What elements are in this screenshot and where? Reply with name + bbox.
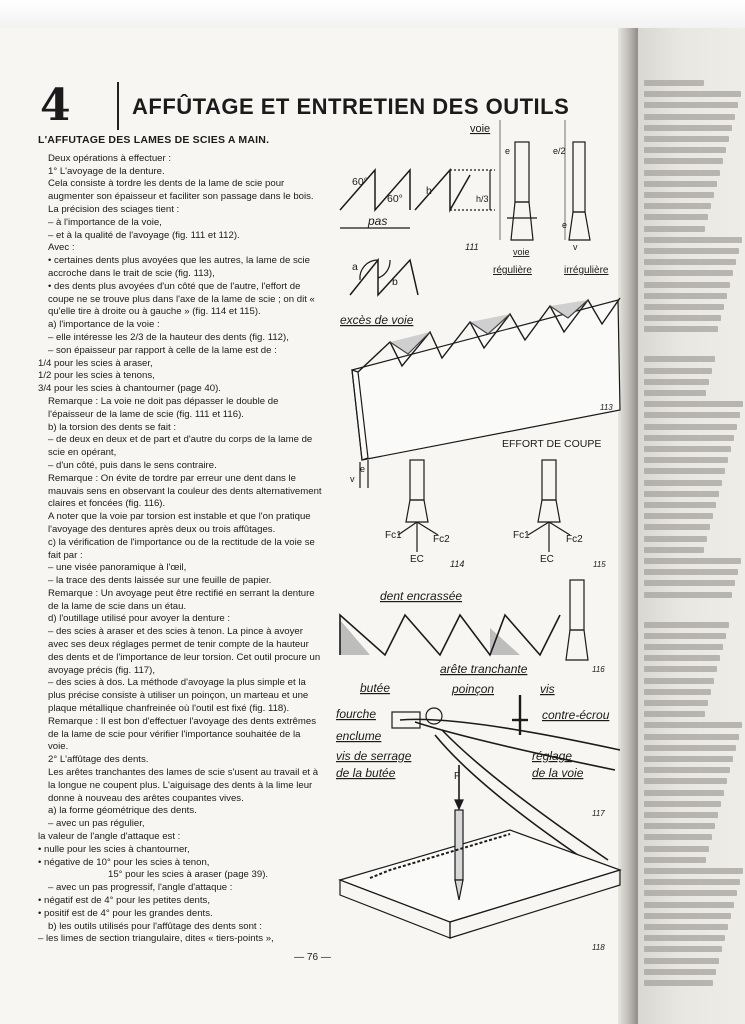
facing-page-text-line xyxy=(644,778,727,784)
facing-page-text-line xyxy=(644,368,712,374)
body-paragraph: – avec un pas progressif, l'angle d'attaque : xyxy=(48,882,233,894)
facing-page-text-line xyxy=(644,424,737,430)
body-paragraph: 1° L'avoyage de la denture. xyxy=(48,165,165,177)
facing-page-text-line xyxy=(644,846,709,852)
fig113-label: excès de voie xyxy=(340,313,414,327)
facing-page-text-line xyxy=(644,114,735,120)
fig111-alpha-beta-teeth xyxy=(350,260,418,295)
body-paragraph: – d'un côté, puis dans le sens contraire. xyxy=(48,459,217,471)
body-paragraph: Remarque : Il est bon d'effectuer l'avoyage des dents extrêmes de la lame de scie pour vérifier l'importance souhaitée de la voie. xyxy=(48,715,316,753)
facing-page-text-line xyxy=(644,293,727,299)
body-paragraph: 1/2 pour les scies à tenons, xyxy=(38,370,155,382)
fig111-e-half: e/2 xyxy=(553,146,566,156)
fig115-effort-diagram xyxy=(528,460,570,552)
fig118-f: F xyxy=(454,771,461,782)
fig111-number: 111 xyxy=(465,242,479,252)
facing-page-text-line xyxy=(644,958,719,964)
fig117-vis-serrage-1: vis de serrage xyxy=(336,749,412,763)
body-paragraph: – elle intéresse les 2/3 de la hauteur des dents (fig. 112), xyxy=(48,331,289,343)
body-paragraph: 3/4 pour les scies à chantourner (page 40). xyxy=(38,383,221,395)
fig114-fc1: Fc1 xyxy=(385,530,402,541)
fig115-fc2: Fc2 xyxy=(566,534,583,545)
fig111-e-2: e xyxy=(562,220,568,230)
facing-page-text-line xyxy=(644,644,723,650)
facing-page-text-line xyxy=(644,558,741,564)
body-paragraph: – à l'importance de la voie, xyxy=(48,216,162,228)
facing-page-text-line xyxy=(644,823,715,829)
fig111-angle-2: 60° xyxy=(387,193,403,205)
fig111-h-label: h xyxy=(426,185,432,197)
facing-page-text-line xyxy=(644,513,713,519)
facing-page-text-line xyxy=(644,700,708,706)
facing-page-text-line xyxy=(644,902,734,908)
facing-page-text-line xyxy=(644,401,743,407)
fig111-angle-1: 60° xyxy=(352,176,368,188)
body-paragraph: c) la vérification de l'importance ou de la rectitude de la voie se fait par : xyxy=(48,536,315,561)
body-paragraph: – avec un pas régulier, xyxy=(48,818,145,830)
fig117-fourche: fourche xyxy=(336,707,377,721)
facing-page-text-line xyxy=(644,678,714,684)
facing-page-text-line xyxy=(644,536,707,542)
fig111-irreguliere: irrégulière xyxy=(564,265,609,276)
body-paragraph: – la trace des dents laissée sur une feuille de papier. xyxy=(48,575,272,587)
body-paragraph: Les arêtes tranchantes des lames de scie s'usent au travail et à la longue ne coupent plus. L'aiguisage des dents à la lime leur donne à nouveau des arêtes coupantes vives. xyxy=(48,767,319,804)
body-paragraph: a) la forme géométrique des dents. xyxy=(48,805,197,817)
body-paragraph: 1/4 pour les scies à araser, xyxy=(38,357,153,369)
body-paragraph: • nulle pour les scies à chantourner, xyxy=(38,843,190,855)
facing-page-text-line xyxy=(644,170,720,176)
facing-page-text-line xyxy=(644,203,711,209)
fig111-tooth-cross-sections xyxy=(500,120,590,240)
fig117-poincon: poinçon xyxy=(452,682,495,696)
body-paragraph: Cela consiste à tordre les dents de la lame de scie pour augmenter son épaisseur et faciliter son passage dans le bois. xyxy=(48,178,314,203)
fig114-fc2: Fc2 xyxy=(433,534,450,545)
facing-page-text-line xyxy=(644,524,710,530)
fig118-punch-block xyxy=(340,765,620,938)
fig116-number: 116 xyxy=(592,665,605,674)
body-text xyxy=(38,134,323,946)
facing-page-text-line xyxy=(644,935,725,941)
fig117-vis: vis xyxy=(540,682,555,696)
body-paragraph: – de deux en deux et de part et d'autre du corps de la lame de scie en opérant, xyxy=(48,434,313,459)
facing-page-text-line xyxy=(644,491,719,497)
body-paragraph: Remarque : On évite de tordre par erreur une dent dans le mauvais sens en observant la couleur des dents alternativement claires et foncées (fig. 116). xyxy=(48,472,322,510)
facing-page-text-line xyxy=(644,457,728,463)
chapter-title: AFFÛTAGE ET ENTRETIEN DES OUTILS xyxy=(132,94,570,119)
body-paragraph: b) les outils utilisés pour l'affûtage des dents sont : xyxy=(48,920,262,932)
chapter-divider xyxy=(117,82,119,130)
facing-page-text-line xyxy=(644,315,721,321)
facing-page-text-line xyxy=(644,790,724,796)
fig114-title: EFFORT DE COUPE xyxy=(502,438,602,450)
facing-page-text-line xyxy=(644,214,708,220)
fig114-number: 114 xyxy=(450,559,465,569)
fig118-number: 118 xyxy=(592,943,605,952)
fig111-pas-label: pas xyxy=(368,214,388,228)
facing-page-text-line xyxy=(644,969,716,975)
fig114-effort-diagram xyxy=(398,460,438,552)
facing-page-text-line xyxy=(644,868,743,874)
body-paragraph: • des dents plus avoyées d'un côté que de l'autre, l'effort de coupe ne se trouve plus dans l'axe de la lame de scie ; on dit « qu'elle tire à droite ou à gauche » (fig. 114 et 115). xyxy=(48,280,315,318)
facing-page-text-line xyxy=(644,622,729,628)
facing-page xyxy=(638,28,745,1024)
facing-page-text-line xyxy=(644,435,734,441)
facing-page-text-line xyxy=(644,666,717,672)
fig117-reglage-2: de la voie xyxy=(532,766,584,780)
body-paragraph: la valeur de l'angle d'attaque est : xyxy=(38,831,181,843)
fig111-voie-label: voie xyxy=(470,123,491,135)
facing-page-text-line xyxy=(644,924,728,930)
facing-page-text-line xyxy=(644,259,736,265)
facing-page-text-line xyxy=(644,592,732,598)
fig114-ec: EC xyxy=(410,554,424,565)
paragraph-list xyxy=(38,153,323,946)
body-paragraph: • négatif est de 4° pour les petites dents, xyxy=(38,895,210,907)
facing-page-text-line xyxy=(644,270,733,276)
facing-page-text-line xyxy=(644,890,737,896)
facing-page-text-line xyxy=(644,304,724,310)
fig117-enclume: enclume xyxy=(336,729,382,743)
facing-page-text-line xyxy=(644,767,730,773)
body-paragraph: • certaines dents plus avoyées que les autres, la lame de scie accroche dans le trait de scie (fig. 113), xyxy=(48,255,311,279)
facing-page-text-line xyxy=(644,580,735,586)
page-top-shadow xyxy=(0,0,745,28)
facing-page-text-line xyxy=(644,711,705,717)
body-paragraph: – des scies à araser et des scies à tenon. La pince à avoyer avec ses deux réglages permet de tenir compte de la hauteur des dents et de l'importance de leur torsion. Cet outil procure un avoyage précis (fig. 117), xyxy=(48,626,321,676)
body-paragraph: • négative de 10° pour les scies à tenon, xyxy=(38,856,210,868)
fig115-number: 115 xyxy=(593,560,606,569)
facing-page-text-line xyxy=(644,655,720,661)
fig117-vis-serrage-2: de la butée xyxy=(336,766,396,780)
fig117-contre-ecrou: contre-écrou xyxy=(542,708,610,722)
body-paragraph: – une visée panoramique à l'œil, xyxy=(48,562,187,574)
fig111-alpha: a xyxy=(352,261,358,273)
facing-page-text-line xyxy=(644,181,717,187)
facing-page-text-line xyxy=(644,125,732,131)
facing-page-text-line xyxy=(644,237,742,243)
body-paragraph: 15° pour les scies à araser (page 39). xyxy=(108,869,269,881)
facing-page-text-line xyxy=(644,569,738,575)
body-paragraph: – son épaisseur par rapport à celle de la lame est de : xyxy=(48,344,277,356)
facing-page-text-line xyxy=(644,192,714,198)
facing-page-text-line xyxy=(644,689,711,695)
facing-page-text-line xyxy=(644,282,730,288)
fig116-dull-teeth xyxy=(340,580,588,660)
fig116-dent: dent encrassée xyxy=(380,589,463,603)
fig113-v: v xyxy=(350,474,355,484)
fig113-number: 113 xyxy=(600,403,613,412)
fig111-beta: b xyxy=(392,276,398,288)
fig117-butee: butée xyxy=(360,681,391,695)
facing-page-text-line xyxy=(644,857,706,863)
facing-page-text-line xyxy=(644,734,739,740)
facing-page-text-line xyxy=(644,834,712,840)
facing-page-text-line xyxy=(644,326,718,332)
facing-page-text-line xyxy=(644,745,736,751)
chapter-number: 4 xyxy=(40,80,70,131)
technical-figures xyxy=(330,110,625,955)
facing-page-text-line xyxy=(644,468,725,474)
body-paragraph: A noter que la voie par torsion est instable et que l'on pratique l'avoyage des dentures après deux ou trois affûtages. xyxy=(48,511,311,535)
fig111-e-1: e xyxy=(505,146,511,156)
body-paragraph: – et à la qualité de l'avoyage (fig. 111 et 112). xyxy=(48,229,240,241)
facing-page-text-line xyxy=(644,248,739,254)
facing-page-text-line xyxy=(644,136,729,142)
page-number: — 76 — xyxy=(294,952,331,963)
facing-page-text-line xyxy=(644,879,740,885)
facing-page-text-line xyxy=(644,91,741,97)
fig111-reguliere: régulière xyxy=(493,265,532,276)
body-paragraph: – les limes de section triangulaire, dites « tiers-points », xyxy=(38,933,274,945)
fig111-h-fraction: h/3 xyxy=(476,194,489,204)
facing-page-text-line xyxy=(644,812,718,818)
body-paragraph: d) l'outillage utilisé pour avoyer la denture : xyxy=(48,613,231,625)
body-paragraph: Deux opérations à effectuer : xyxy=(48,152,172,164)
body-paragraph: a) l'importance de la voie : xyxy=(48,319,160,331)
facing-page-text-line xyxy=(644,80,704,86)
facing-page-text-line xyxy=(644,756,733,762)
facing-page-text-line xyxy=(644,147,726,153)
facing-page-text-line xyxy=(644,946,722,952)
facing-page-text-line xyxy=(644,722,742,728)
facing-page-text-line xyxy=(644,356,715,362)
body-paragraph: La précision des sciages tient : xyxy=(48,203,180,215)
section-heading: L'AFFUTAGE DES LAMES DE SCIES A MAIN. xyxy=(38,134,270,146)
facing-page-text-line xyxy=(644,913,731,919)
fig116-arete: arête tranchante xyxy=(440,662,528,676)
facing-page-text-line xyxy=(644,502,716,508)
body-paragraph: Remarque : Un avoyage peut être rectifié en serrant la denture de la lame de scie dans un étau. xyxy=(48,587,315,612)
fig113-e: e xyxy=(360,464,366,474)
facing-page-text-line xyxy=(644,412,740,418)
facing-page-text-line xyxy=(644,390,706,396)
body-paragraph: – des scies à dos. La méthode d'avoyage la plus simple et la plus précise consiste à utiliser un poinçon, un marteau et une plaque métallique chanfreinée où l'outil est fixé (fig. 118). xyxy=(48,677,309,715)
body-paragraph: b) la torsion des dents se fait : xyxy=(48,421,176,433)
body-paragraph: Avec : xyxy=(48,242,75,254)
body-paragraph: Remarque : La voie ne doit pas dépasser le double de l'épaisseur de la lame de scie (fig. 111 et 116). xyxy=(48,395,279,420)
body-paragraph: • positif est de 4° pour les grandes dents. xyxy=(38,907,213,919)
facing-page-text-line xyxy=(644,633,726,639)
facing-page-text-line xyxy=(644,446,731,452)
facing-page-text-line xyxy=(644,226,705,232)
fig117-number: 117 xyxy=(592,809,605,818)
facing-page-text-line xyxy=(644,158,723,164)
fig115-ec: EC xyxy=(540,554,554,565)
facing-page-text-line xyxy=(644,379,709,385)
body-paragraph: 2° L'affûtage des dents. xyxy=(48,754,149,766)
fig111-v: v xyxy=(573,242,578,252)
fig117-reglage-1: réglage xyxy=(532,749,573,763)
facing-page-text-line xyxy=(644,980,713,986)
facing-page-text-line xyxy=(644,480,722,486)
facing-page-text-line xyxy=(644,547,704,553)
facing-page-text-line xyxy=(644,801,721,807)
fig111-voie-small: voie xyxy=(513,247,530,257)
facing-page-text-line xyxy=(644,102,738,108)
fig115-fc1: Fc1 xyxy=(513,530,530,541)
